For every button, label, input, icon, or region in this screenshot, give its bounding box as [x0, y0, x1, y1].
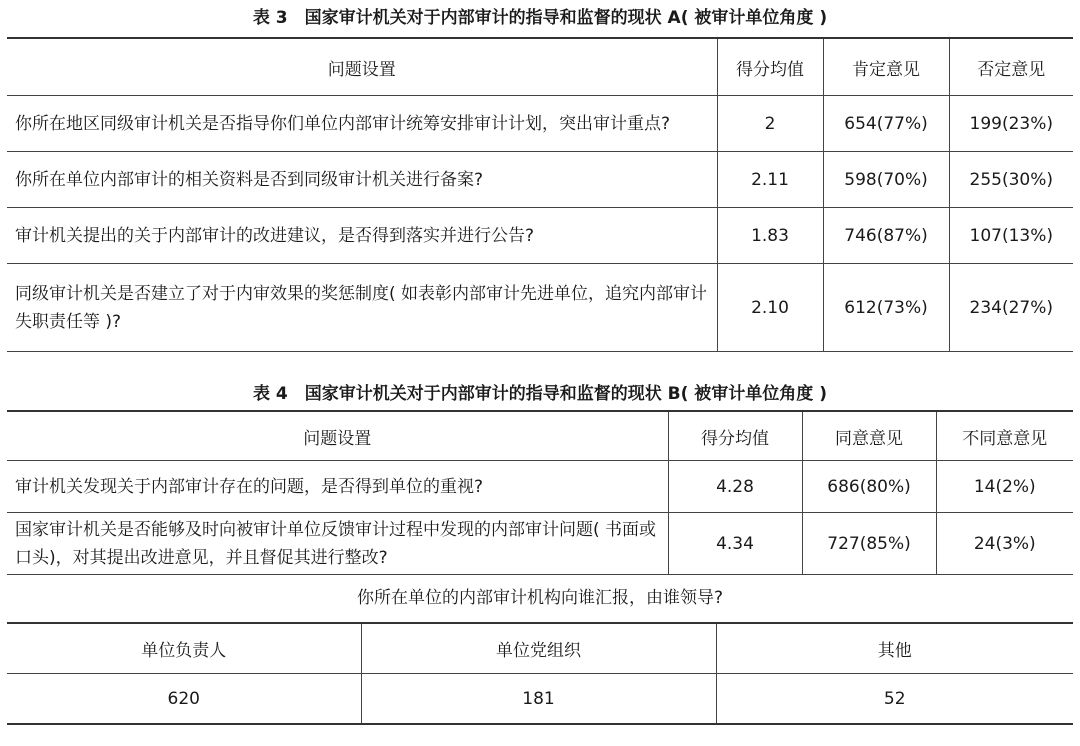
table3-title: 表 3 国家审计机关对于内部审计的指导和监督的现状 A( 被审计单位角度 ): [252, 8, 828, 28]
table3: [7, 37, 1073, 352]
table4-title: 表 4 国家审计机关对于内部审计的指导和监督的现状 B( 被审计单位角度 ): [253, 384, 827, 404]
table3-header-negative: 否定意见: [949, 38, 1073, 96]
table-row: [7, 96, 1073, 152]
table5-title: 你所在单位的内部审计机构向谁汇报，由谁领导?: [356, 588, 724, 608]
disagree-cell: 24(3%): [936, 513, 1073, 575]
table5: [7, 622, 1073, 725]
table5-header-party-org: 单位党组织: [361, 623, 716, 674]
negative-cell: 255(30%): [949, 152, 1073, 208]
question-cell: 你所在地区同级审计机关是否指导你们单位内部审计统筹安排审计计划，突出审计重点?: [7, 96, 717, 152]
negative-cell: 234(27%): [949, 264, 1073, 352]
table4-header-question: 问题设置: [7, 411, 668, 461]
table3-header-score: 得分均值: [717, 38, 823, 96]
table4-header-score: 得分均值: [668, 411, 802, 461]
question-cell: 审计机关提出的关于内部审计的改进建议，是否得到落实并进行公告?: [7, 208, 717, 264]
score-cell: 2.10: [717, 264, 823, 352]
table3-header-positive: 肯定意见: [823, 38, 949, 96]
unit-leader-count: 620: [7, 674, 361, 725]
table5-header-unit-leader: 单位负责人: [7, 623, 361, 674]
score-cell: 4.28: [668, 461, 802, 513]
negative-cell: 107(13%): [949, 208, 1073, 264]
positive-cell: 654(77%): [823, 96, 949, 152]
table-row: [7, 513, 1073, 575]
question-cell: 审计机关发现关于内部审计存在的问题，是否得到单位的重视?: [7, 461, 668, 513]
score-cell: 1.83: [717, 208, 823, 264]
positive-cell: 612(73%): [823, 264, 949, 352]
table4-header-disagree: 不同意意见: [936, 411, 1073, 461]
party-org-count: 181: [361, 674, 716, 725]
score-cell: 2.11: [717, 152, 823, 208]
table-row: [7, 152, 1073, 208]
question-cell: 国家审计机关是否能够及时向被审计单位反馈审计过程中发现的内部审计问题( 书面或口头)，对其提出改进意见，并且督促其进行整改?: [7, 513, 668, 575]
table4-header-agree: 同意意见: [802, 411, 936, 461]
table-row: [7, 461, 1073, 513]
positive-cell: 746(87%): [823, 208, 949, 264]
table-row: [7, 208, 1073, 264]
table5-header-other: 其他: [716, 623, 1073, 674]
score-cell: 4.34: [668, 513, 802, 575]
table3-header-row: [7, 38, 1073, 96]
table4-header-row: [7, 411, 1073, 461]
agree-cell: 686(80%): [802, 461, 936, 513]
score-cell: 2: [717, 96, 823, 152]
disagree-cell: 14(2%): [936, 461, 1073, 513]
negative-cell: 199(23%): [949, 96, 1073, 152]
table-row: [7, 674, 1073, 725]
table4: [7, 410, 1073, 575]
agree-cell: 727(85%): [802, 513, 936, 575]
positive-cell: 598(70%): [823, 152, 949, 208]
question-cell: 你所在单位内部审计的相关资料是否到同级审计机关进行备案?: [7, 152, 717, 208]
other-count: 52: [716, 674, 1073, 725]
table3-header-question: 问题设置: [7, 38, 717, 96]
table5-header-row: [7, 623, 1073, 674]
table-row: [7, 264, 1073, 352]
question-cell: 同级审计机关是否建立了对于内审效果的奖惩制度( 如表彰内部审计先进单位，追究内部审计失职责任等 )?: [7, 264, 717, 352]
